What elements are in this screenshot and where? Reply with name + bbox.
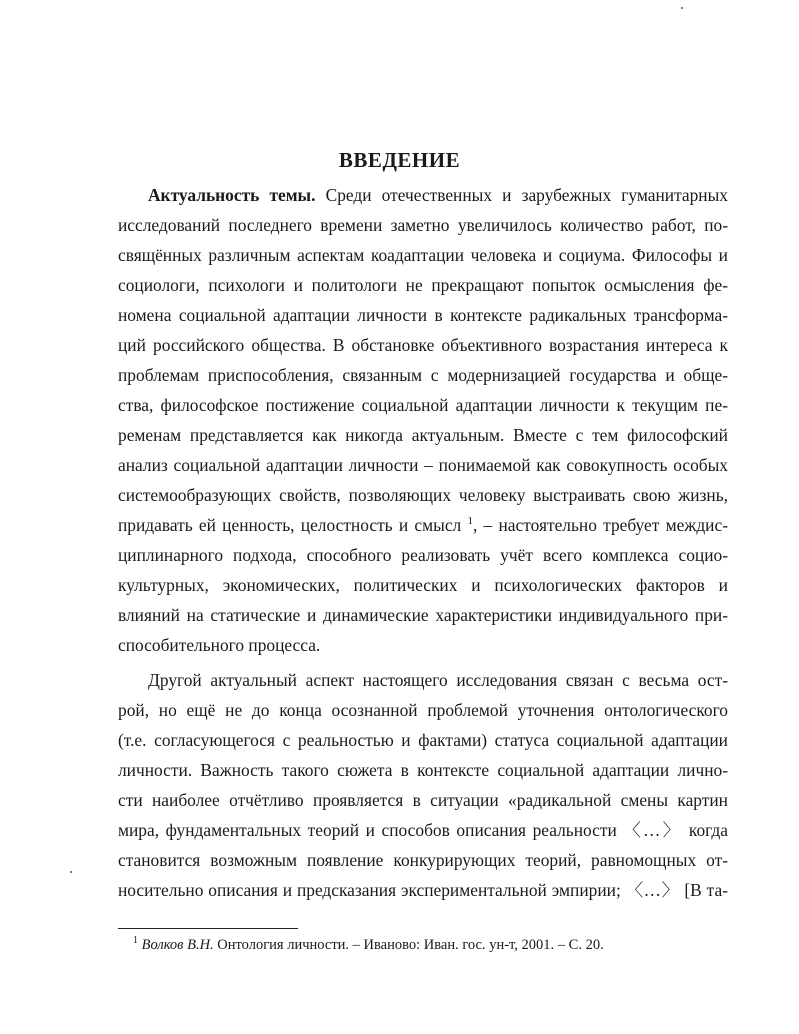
scan-speck (681, 7, 683, 9)
scan-speck (70, 871, 72, 873)
paragraph-line: свящённых различным аспектам коадаптации человека и социума. Философы и (118, 245, 728, 265)
lead-phrase: Актуальность темы. (148, 185, 316, 205)
paragraph-line: циплинарного подхода, способного реализовать учёт всего комплекса социо- (118, 545, 728, 565)
paragraph-line: сти наиболее отчётливо проявляется в ситуации «радикальной смены картин (118, 790, 728, 810)
paragraph-line: мира, фундаментальных теорий и способов описания реальности 〈…〉 когда (118, 820, 728, 840)
paragraph-line: становится возможным появление конкурирующих теорий, равномощных от- (118, 850, 728, 870)
paragraph-line: придавать ей ценность, целостность и смысл $^1$, – настоятельно требует междис- (118, 515, 728, 535)
footnote (133, 937, 604, 954)
footnote-separator (118, 928, 298, 929)
paragraph-line: Актуальность темы. Среди отечественных и зарубежных гуманитарных (148, 185, 728, 205)
paragraph-line: Другой актуальный аспект настоящего исследования связан с весьма ост- (148, 670, 728, 690)
paragraph-line: социологи, психологи и политологи не прекращают попыток осмысления фе- (118, 275, 728, 295)
footnote-author: Волков В.Н. (141, 937, 214, 953)
section-heading: ВВЕДЕНИЕ (338, 148, 461, 172)
paragraph-line: проблемам приспособления, связанным с модернизацией государства и обще- (118, 365, 728, 385)
paragraph-line: системообразующих свойств, позволяющих человеку выстраивать свою жизнь, (118, 485, 728, 505)
paragraph-line: анализ социальной адаптации личности – понимаемой как совокупность особых (118, 455, 728, 475)
footnote-reference: 1 (467, 515, 473, 527)
footnote-text: Онтология личности. – Иваново: Иван. гос. ун-т, 2001. – С. 20. (213, 937, 604, 953)
paragraph-line: ства, философское постижение социальной адаптации личности к текущим пе- (118, 395, 728, 415)
paragraph-line: способительного процесса. (118, 635, 321, 655)
paragraph-line: рой, но ещё не до конца осознанной проблемой уточнения онтологического (118, 700, 728, 720)
paragraph-line: влияний на статические и динамические характеристики индивидуального при- (118, 605, 728, 625)
paragraph-line: номена социальной адаптации личности в контексте радикальных трансформа- (118, 305, 728, 325)
footnote-marker: 1 (133, 935, 138, 946)
paragraph-line: ций российского общества. В обстановке объективного возрастания интереса к (118, 335, 728, 355)
paragraph-line: (т.е. согласующегося с реальностью и фактами) статуса социальной адаптации (118, 730, 728, 750)
paragraph-line: ременам представляется как никогда актуальным. Вместе с тем философский (118, 425, 728, 445)
paragraph-line: носительно описания и предсказания экспериментальной эмпирии; 〈…〉 [В та- (118, 880, 728, 900)
paragraph-line: исследований последнего времени заметно увеличилось количество работ, по- (118, 215, 728, 235)
paragraph-line: культурных, экономических, политических и психологических факторов и (118, 575, 728, 595)
paragraph-line: личности. Важность такого сюжета в контексте социальной адаптации лично- (118, 760, 728, 780)
